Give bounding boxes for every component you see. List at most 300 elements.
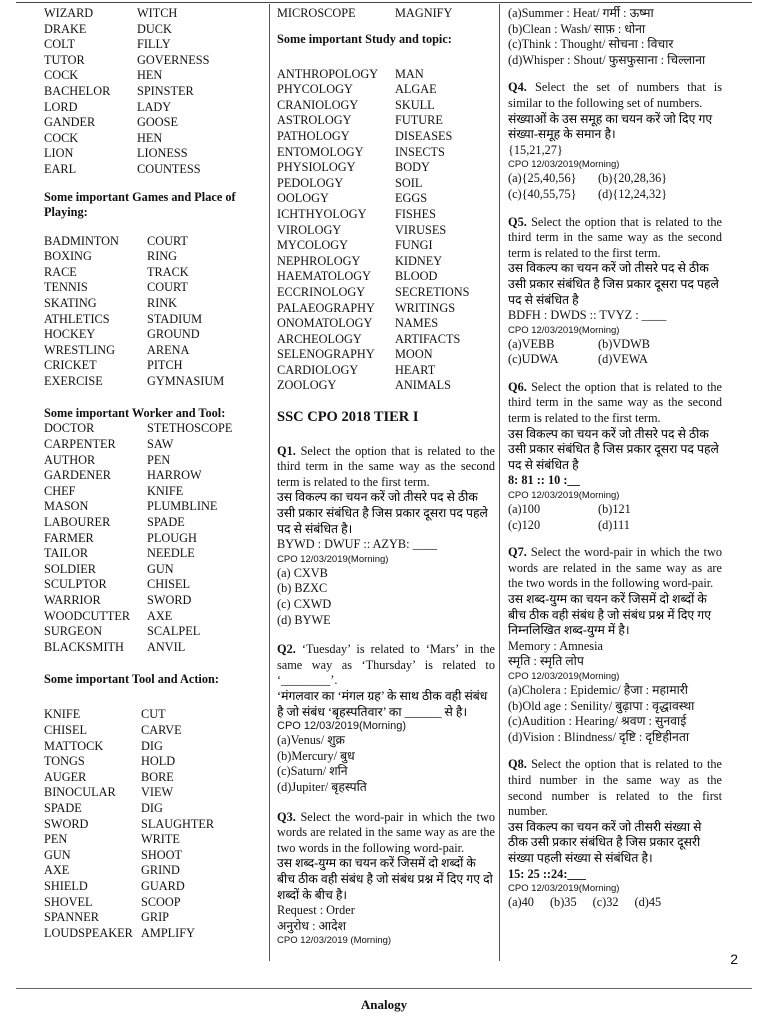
word-pair bbox=[44, 68, 266, 84]
pair-left: PATHOLOGY bbox=[277, 128, 350, 143]
pair-right: ANIMALS bbox=[395, 378, 452, 393]
pair-left: CARDIOLOGY bbox=[277, 362, 359, 377]
question-prompt: Request : Order bbox=[277, 903, 355, 918]
section-heading-games: Some important Games and Place of Playing: bbox=[44, 189, 236, 219]
word-pair bbox=[44, 848, 266, 864]
word-pair-list bbox=[277, 67, 495, 394]
option-row bbox=[508, 171, 722, 187]
pair-right: ANVIL bbox=[147, 639, 186, 654]
pair-left: ICHTHYOLOGY bbox=[277, 206, 367, 221]
word-pair bbox=[44, 374, 266, 390]
pair-left: KNIFE bbox=[44, 707, 81, 722]
pair-left: BINOCULAR bbox=[44, 785, 116, 800]
question-prompt: 15: 25 ::24:___ bbox=[508, 866, 586, 881]
word-pair bbox=[44, 910, 266, 926]
pair-left: WRESTLING bbox=[44, 342, 116, 357]
word-pair bbox=[44, 770, 266, 786]
option: (d)Whisper : Shout/ फुसफुसाना : चिल्लाना bbox=[508, 52, 706, 67]
pair-right: SWORD bbox=[147, 593, 192, 607]
pair-right: NAMES bbox=[395, 316, 439, 331]
question-source: CPO 12/03/2019(Morning) bbox=[277, 553, 389, 565]
question-hindi: ‘मंगलवार का ‘मंगल ग्रह’ के साथ ठीक वही संबंध है जो संबंध ‘बृहस्पतिवार’ का ______ से है। bbox=[277, 688, 488, 719]
pair-left: TUTOR bbox=[44, 52, 85, 67]
word-pair bbox=[44, 546, 266, 562]
word-pair bbox=[44, 593, 266, 609]
word-pair bbox=[277, 254, 495, 270]
option: (b) BZXC bbox=[277, 581, 328, 596]
pair-left: MASON bbox=[44, 499, 89, 514]
pair-right: FUNGI bbox=[395, 238, 433, 253]
question-source: CPO 12/03/2019(Morning) bbox=[508, 883, 620, 895]
pair-right: PEN bbox=[147, 452, 171, 467]
question-hindi: संख्याओं के उस समूह का चयन करें जो दिए गए संख्या-समूह के समान है। bbox=[508, 111, 713, 142]
pair-left: LABOURER bbox=[44, 515, 111, 530]
pair-right: COURT bbox=[147, 280, 188, 295]
word-pair bbox=[44, 100, 266, 116]
pair-right: SHOOT bbox=[141, 847, 182, 862]
pair-left: AUGER bbox=[44, 769, 87, 784]
pair-left: MICROSCOPE bbox=[277, 6, 356, 20]
word-pair bbox=[277, 363, 495, 379]
question-label: Q7. bbox=[508, 545, 527, 560]
pair-left: SWORD bbox=[44, 816, 89, 831]
word-pair bbox=[277, 67, 495, 83]
pair-left: RACE bbox=[44, 264, 77, 279]
word-pair bbox=[277, 160, 495, 176]
pair-right: MAGNIFY bbox=[395, 6, 453, 20]
pair-left: NEPHROLOGY bbox=[277, 253, 361, 268]
question-hindi: उस शब्द-युग्म का चयन करें जिसमें दो शब्दों के बीच ठीक वही संबंध है जो संबंध प्रश्न में दिए गए निम्नलिखित शब्द-युग्म में है। bbox=[508, 592, 711, 638]
question-text: Select the word-pair in which the two words are related in the same way as are the two words in the following word-pair. bbox=[508, 545, 723, 591]
pair-left: SHIELD bbox=[44, 878, 88, 893]
word-pair bbox=[277, 316, 495, 332]
word-pair bbox=[44, 312, 266, 328]
pair-right: PLOUGH bbox=[147, 530, 197, 545]
word-pair bbox=[44, 484, 266, 500]
pair-right: VIRUSES bbox=[395, 222, 447, 237]
question-text: ‘Tuesday’ is related to ‘Mars’ in the same way as ‘Thursday’ is related to ‘________’. bbox=[277, 642, 496, 688]
pair-left: SCULPTOR bbox=[44, 577, 107, 592]
question-label: Q6. bbox=[508, 379, 527, 394]
word-pair-list bbox=[44, 707, 266, 941]
pair-left: PALAEOGRAPHY bbox=[277, 300, 375, 315]
question-q7 bbox=[508, 545, 722, 592]
option-list bbox=[277, 566, 495, 628]
pair-left: MYCOLOGY bbox=[277, 238, 349, 253]
question-source: CPO 12/03/2019(Morning) bbox=[508, 159, 620, 171]
pair-left: AUTHOR bbox=[44, 452, 96, 467]
pair-left: PHYSIOLOGY bbox=[277, 160, 356, 175]
pair-right: SKULL bbox=[395, 97, 435, 112]
pair-right: SCOOP bbox=[141, 894, 181, 909]
pair-right: COUNTESS bbox=[137, 161, 201, 176]
pair-right: WRITE bbox=[141, 832, 180, 847]
option: (d) BYWE bbox=[277, 612, 331, 627]
pair-left: DRAKE bbox=[44, 21, 87, 36]
word-pair bbox=[277, 145, 495, 161]
word-pair bbox=[277, 82, 495, 98]
pair-right: FUTURE bbox=[395, 113, 443, 128]
word-pair bbox=[44, 707, 266, 723]
option: (c){40,55,75} bbox=[508, 186, 577, 201]
pair-right: HARROW bbox=[147, 468, 202, 483]
option: (a)Summer : Heat/ गर्मी : ऊष्मा bbox=[508, 6, 654, 20]
column-2 bbox=[277, 6, 495, 947]
pair-right: BODY bbox=[395, 160, 430, 175]
word-pair bbox=[277, 238, 495, 254]
word-pair bbox=[44, 115, 266, 131]
section-heading-tool: Some important Tool and Action: bbox=[44, 672, 219, 687]
pair-right: EGGS bbox=[395, 191, 428, 206]
option: (b)Old age : Senility/ बुढ़ापा : वृद्धावस्था bbox=[508, 698, 695, 713]
pair-right: BORE bbox=[141, 769, 174, 784]
pair-right: HEART bbox=[395, 362, 436, 377]
word-pair bbox=[44, 327, 266, 343]
column-divider bbox=[269, 4, 270, 961]
section-heading-study: Some important Study and topic: bbox=[277, 31, 452, 46]
option: (b)121 bbox=[598, 502, 631, 517]
word-pair bbox=[44, 754, 266, 770]
pair-right: CHISEL bbox=[147, 577, 191, 592]
word-pair bbox=[44, 832, 266, 848]
column-divider bbox=[499, 4, 500, 961]
pair-right: FILLY bbox=[137, 37, 171, 52]
question-source: CPO 12/03/2019(Morning) bbox=[508, 324, 620, 336]
question-text: Select the set of numbers that is similar to the following set of numbers. bbox=[508, 80, 722, 110]
pair-left: SELENOGRAPHY bbox=[277, 347, 375, 362]
pair-right: SPADE bbox=[147, 515, 185, 530]
pair-left: PEN bbox=[44, 832, 68, 847]
pair-left: PEDOLOGY bbox=[277, 175, 344, 190]
word-pair bbox=[277, 6, 495, 22]
pair-right: CUT bbox=[141, 707, 166, 722]
pair-left: CARPENTER bbox=[44, 437, 116, 452]
question-prompt-hindi: अनुरोध : आदेश bbox=[277, 918, 347, 933]
word-pair bbox=[44, 296, 266, 312]
option: (a) CXVB bbox=[277, 565, 328, 580]
word-pair bbox=[44, 562, 266, 578]
pair-right: HEN bbox=[137, 68, 163, 83]
word-pair bbox=[277, 223, 495, 239]
question-label: Q3. bbox=[277, 809, 296, 824]
pair-left: EXERCISE bbox=[44, 373, 103, 388]
pair-right: CARVE bbox=[141, 722, 182, 737]
word-pair-list bbox=[44, 421, 266, 655]
pair-left: ANTHROPOLOGY bbox=[277, 66, 379, 81]
option-list bbox=[508, 171, 722, 202]
option: (a)Cholera : Epidemic/ हैजा : महामारी bbox=[508, 682, 688, 697]
option: (b)35 bbox=[549, 895, 577, 910]
option: (c)Saturn/ शनि bbox=[277, 764, 348, 779]
option: (c) CXWD bbox=[277, 597, 332, 611]
word-pair bbox=[277, 98, 495, 114]
pair-right: BLOOD bbox=[395, 269, 438, 284]
pair-right: GRIP bbox=[141, 910, 170, 925]
pair-right: AXE bbox=[147, 608, 173, 623]
word-pair bbox=[277, 176, 495, 192]
word-pair bbox=[277, 207, 495, 223]
option: (d)45 bbox=[634, 895, 662, 910]
pair-right: ALGAE bbox=[395, 82, 437, 97]
pair-right: SECRETIONS bbox=[395, 284, 470, 299]
pair-left: ZOOLOGY bbox=[277, 378, 337, 393]
word-pair bbox=[44, 22, 266, 38]
question-prompt: BYWD : DWUF :: AZYB: ____ bbox=[277, 537, 438, 552]
word-pair bbox=[44, 162, 266, 178]
word-pair bbox=[277, 113, 495, 129]
option: (c)UDWA bbox=[508, 352, 559, 367]
question-prompt-hindi: स्मृति : स्मृति लोप bbox=[508, 654, 584, 669]
pair-left: SHOVEL bbox=[44, 894, 93, 909]
option: (d)Jupiter/ बृहस्पति bbox=[277, 779, 367, 794]
question-text: Select the option that is related to the third number in the same way as the second number is related to the first number. bbox=[508, 757, 723, 819]
pair-left: BLACKSMITH bbox=[44, 639, 124, 654]
pair-left: OOLOGY bbox=[277, 191, 329, 206]
pair-right: DISEASES bbox=[395, 128, 453, 143]
word-pair bbox=[44, 343, 266, 359]
pair-left: BOXING bbox=[44, 249, 92, 264]
option-list bbox=[508, 337, 722, 368]
pair-right: GOOSE bbox=[137, 115, 178, 130]
pair-left: FARMER bbox=[44, 530, 94, 545]
question-prompt: Memory : Amnesia bbox=[508, 638, 603, 653]
question-prompt: 8: 81 :: 10 :__ bbox=[508, 473, 580, 488]
word-pair bbox=[277, 347, 495, 363]
question-label: Q1. bbox=[277, 443, 296, 458]
pair-left: ATHLETICS bbox=[44, 311, 110, 326]
option-row bbox=[508, 502, 722, 518]
option: (a){25,40,56} bbox=[508, 171, 577, 186]
pair-right: AMPLIFY bbox=[141, 925, 195, 940]
pair-left: LION bbox=[44, 146, 74, 161]
pair-right: INSECTS bbox=[395, 144, 445, 159]
word-pair bbox=[44, 468, 266, 484]
option: (a)40 bbox=[508, 895, 534, 910]
word-pair bbox=[277, 269, 495, 285]
pair-right: ARTIFACTS bbox=[395, 331, 461, 346]
word-pair bbox=[44, 421, 266, 437]
word-pair-list bbox=[44, 6, 266, 178]
pair-right: LIONESS bbox=[137, 146, 188, 161]
word-pair bbox=[44, 577, 266, 593]
option-list bbox=[508, 895, 722, 911]
word-pair bbox=[44, 265, 266, 281]
pair-right: SCALPEL bbox=[147, 624, 201, 639]
word-pair bbox=[44, 499, 266, 515]
word-pair bbox=[277, 332, 495, 348]
pair-right: TRACK bbox=[147, 264, 189, 279]
option-list bbox=[508, 6, 722, 68]
top-rule bbox=[16, 2, 752, 3]
pair-left: TONGS bbox=[44, 754, 85, 769]
footer-title: Analogy bbox=[360, 997, 408, 1012]
pair-right: STADIUM bbox=[147, 311, 203, 326]
question-q5 bbox=[508, 215, 722, 262]
question-q6 bbox=[508, 380, 722, 427]
pair-left: BACHELOR bbox=[44, 83, 111, 98]
pair-left: EARL bbox=[44, 161, 77, 176]
word-pair bbox=[44, 723, 266, 739]
word-pair bbox=[44, 879, 266, 895]
word-pair bbox=[44, 609, 266, 625]
pair-left: TENNIS bbox=[44, 280, 88, 295]
word-pair bbox=[44, 739, 266, 755]
pair-left: AXE bbox=[44, 863, 70, 878]
question-q4 bbox=[508, 80, 722, 111]
question-source: CPO 12/03/2019(Morning) bbox=[508, 670, 620, 682]
column-3 bbox=[508, 6, 722, 911]
question-label: Q5. bbox=[508, 214, 527, 229]
pair-right: GROUND bbox=[147, 327, 200, 342]
word-pair bbox=[44, 895, 266, 911]
option-row bbox=[508, 352, 722, 368]
word-pair bbox=[44, 437, 266, 453]
option: (c)120 bbox=[508, 517, 541, 532]
pair-right: MOON bbox=[395, 347, 433, 362]
word-pair bbox=[44, 358, 266, 374]
word-pair bbox=[44, 785, 266, 801]
pair-right: KNIFE bbox=[147, 483, 184, 498]
word-pair bbox=[44, 863, 266, 879]
pair-left: VIROLOGY bbox=[277, 222, 342, 237]
pair-right: NEEDLE bbox=[147, 546, 195, 561]
pair-right: MAN bbox=[395, 66, 424, 81]
pair-right: GOVERNESS bbox=[137, 52, 210, 67]
pair-left: PHYCOLOGY bbox=[277, 82, 353, 97]
pair-right: WITCH bbox=[137, 6, 178, 20]
pair-right: DIG bbox=[141, 800, 163, 815]
pair-left: DOCTOR bbox=[44, 421, 95, 436]
pair-right: RING bbox=[147, 249, 178, 264]
option: (a)Venus/ शुक्र bbox=[277, 733, 346, 748]
question-hindi: उस विकल्प का चयन करें जो तीसरे पद से ठीक उसी प्रकार संबंधित है जिस प्रकार दूसरा पद पहले पद से संबंधित है। bbox=[277, 490, 488, 536]
pair-left: COCK bbox=[44, 130, 79, 145]
pair-right: DUCK bbox=[137, 21, 172, 36]
pair-right: HOLD bbox=[141, 754, 176, 769]
pair-left: ONOMATOLOGY bbox=[277, 316, 373, 331]
option: (a)100 bbox=[508, 502, 541, 517]
pair-left: ENTOMOLOGY bbox=[277, 144, 364, 159]
question-q2 bbox=[277, 642, 495, 689]
pair-left: WOODCUTTER bbox=[44, 608, 131, 623]
option: (d)Vision : Blindness/ दृष्टि : दृष्टिहीनता bbox=[508, 729, 690, 744]
pair-left: HAEMATOLOGY bbox=[277, 269, 372, 284]
question-text: Select the option that is related to the third term in the same way as the second term is related to the first term. bbox=[508, 379, 723, 426]
column-1 bbox=[44, 6, 266, 941]
option: (b){20,28,36} bbox=[598, 171, 668, 186]
word-pair bbox=[277, 301, 495, 317]
option-list bbox=[277, 733, 495, 795]
pair-left: CHEF bbox=[44, 483, 76, 498]
question-label: Q4. bbox=[508, 80, 527, 95]
pair-right: SAW bbox=[147, 437, 174, 452]
pair-left: LOUDSPEAKER bbox=[44, 925, 133, 940]
pair-left: CHISEL bbox=[44, 722, 88, 737]
word-pair bbox=[44, 817, 266, 833]
pair-left: HOCKEY bbox=[44, 327, 96, 342]
option: (b)Mercury/ बुध bbox=[277, 748, 355, 763]
pair-left: COLT bbox=[44, 37, 75, 52]
section-title: SSC CPO 2018 TIER I bbox=[277, 409, 419, 426]
pair-left: GARDENER bbox=[44, 468, 111, 483]
question-text: Select the option that is related to the third term in the same way as the second term is related to the first term. bbox=[508, 214, 723, 260]
question-source: CPO 12/03/2019(Morning) bbox=[277, 720, 407, 733]
pair-left: CRICKET bbox=[44, 358, 97, 373]
question-q8 bbox=[508, 757, 722, 819]
word-pair bbox=[44, 624, 266, 640]
word-pair bbox=[44, 453, 266, 469]
word-pair-list bbox=[44, 234, 266, 390]
option-list bbox=[508, 683, 722, 745]
pair-left: SPANNER bbox=[44, 910, 99, 925]
question-prompt: {15,21,27} bbox=[508, 142, 563, 157]
word-pair bbox=[277, 129, 495, 145]
pair-right: PITCH bbox=[147, 358, 183, 373]
word-pair bbox=[44, 37, 266, 53]
question-q1 bbox=[277, 444, 495, 491]
pair-right: VIEW bbox=[141, 785, 174, 800]
pair-left: LORD bbox=[44, 99, 78, 114]
section-heading-worker: Some important Worker and Tool: bbox=[44, 406, 226, 421]
pair-right: ARENA bbox=[147, 342, 190, 357]
pair-left: SKATING bbox=[44, 295, 97, 310]
word-pair bbox=[277, 285, 495, 301]
question-text: Select the option that is related to the third term in the same way as the second term is related to the first term. bbox=[277, 443, 496, 489]
pair-right: COURT bbox=[147, 233, 188, 248]
word-pair bbox=[44, 515, 266, 531]
pair-left: ECCRINOLOGY bbox=[277, 284, 366, 299]
option: (d)111 bbox=[598, 517, 630, 532]
option: (b)VDWB bbox=[598, 336, 650, 351]
word-pair bbox=[44, 131, 266, 147]
question-q3 bbox=[277, 810, 495, 857]
word-pair bbox=[44, 531, 266, 547]
pair-left: WIZARD bbox=[44, 6, 94, 20]
question-source: CPO 12/03/2019(Morning) bbox=[508, 490, 620, 502]
word-pair bbox=[277, 378, 495, 394]
pair-right: WRITINGS bbox=[395, 300, 456, 315]
question-hindi: उस विकल्प का चयन करें जो तीसरी संख्या से ठीक उसी प्रकार संबंधित है जिस प्रकार दूसरी संख्या पहली संख्या से संबंधित है। bbox=[508, 819, 702, 865]
pair-left: SURGEON bbox=[44, 624, 103, 639]
pair-left: GUN bbox=[44, 847, 71, 862]
word-pair bbox=[44, 6, 266, 22]
pair-right: SOIL bbox=[395, 175, 423, 190]
pair-left: GANDER bbox=[44, 115, 96, 130]
page-number: 2 bbox=[730, 951, 738, 967]
question-hindi: उस विकल्प का चयन करें जो तीसरे पद से ठीक उसी प्रकार संबंधित है जिस प्रकार दूसरा पद पहले पद से संबंधित है bbox=[508, 426, 719, 472]
pair-right: SLAUGHTER bbox=[141, 816, 215, 831]
pair-left: SOLDIER bbox=[44, 561, 96, 576]
pair-right: RINK bbox=[147, 295, 178, 310]
pair-left: CRANIOLOGY bbox=[277, 97, 359, 112]
option: (a)VEBB bbox=[508, 336, 555, 351]
word-pair bbox=[44, 249, 266, 265]
question-hindi: उस शब्द-युग्म का चयन करें जिसमें दो शब्दों के बीच ठीक वही संबंध है जो संबंध प्रश्न में दिए गए दो शब्दों के बीच है। bbox=[277, 856, 493, 902]
pair-left: TAILOR bbox=[44, 546, 89, 561]
pair-left: ARCHEOLOGY bbox=[277, 331, 362, 346]
option: (c)Audition : Hearing/ श्रवण : सुनवाई bbox=[508, 714, 687, 729]
pair-right: LADY bbox=[137, 99, 172, 114]
option: (d){12,24,32} bbox=[598, 186, 668, 201]
option: (c)32 bbox=[592, 895, 619, 910]
option: (b)Clean : Wash/ साफ़ : धोना bbox=[508, 21, 646, 36]
word-pair bbox=[44, 801, 266, 817]
question-hindi: उस विकल्प का चयन करें जो तीसरे पद से ठीक उसी प्रकार संबंधित है जिस प्रकार दूसरा पद पहले पद से संबंधित है bbox=[508, 261, 719, 307]
word-pair bbox=[44, 926, 266, 942]
question-source: CPO 12/03/2019 (Morning) bbox=[277, 935, 392, 947]
pair-right: HEN bbox=[137, 130, 163, 145]
pair-right: GUN bbox=[147, 561, 174, 576]
